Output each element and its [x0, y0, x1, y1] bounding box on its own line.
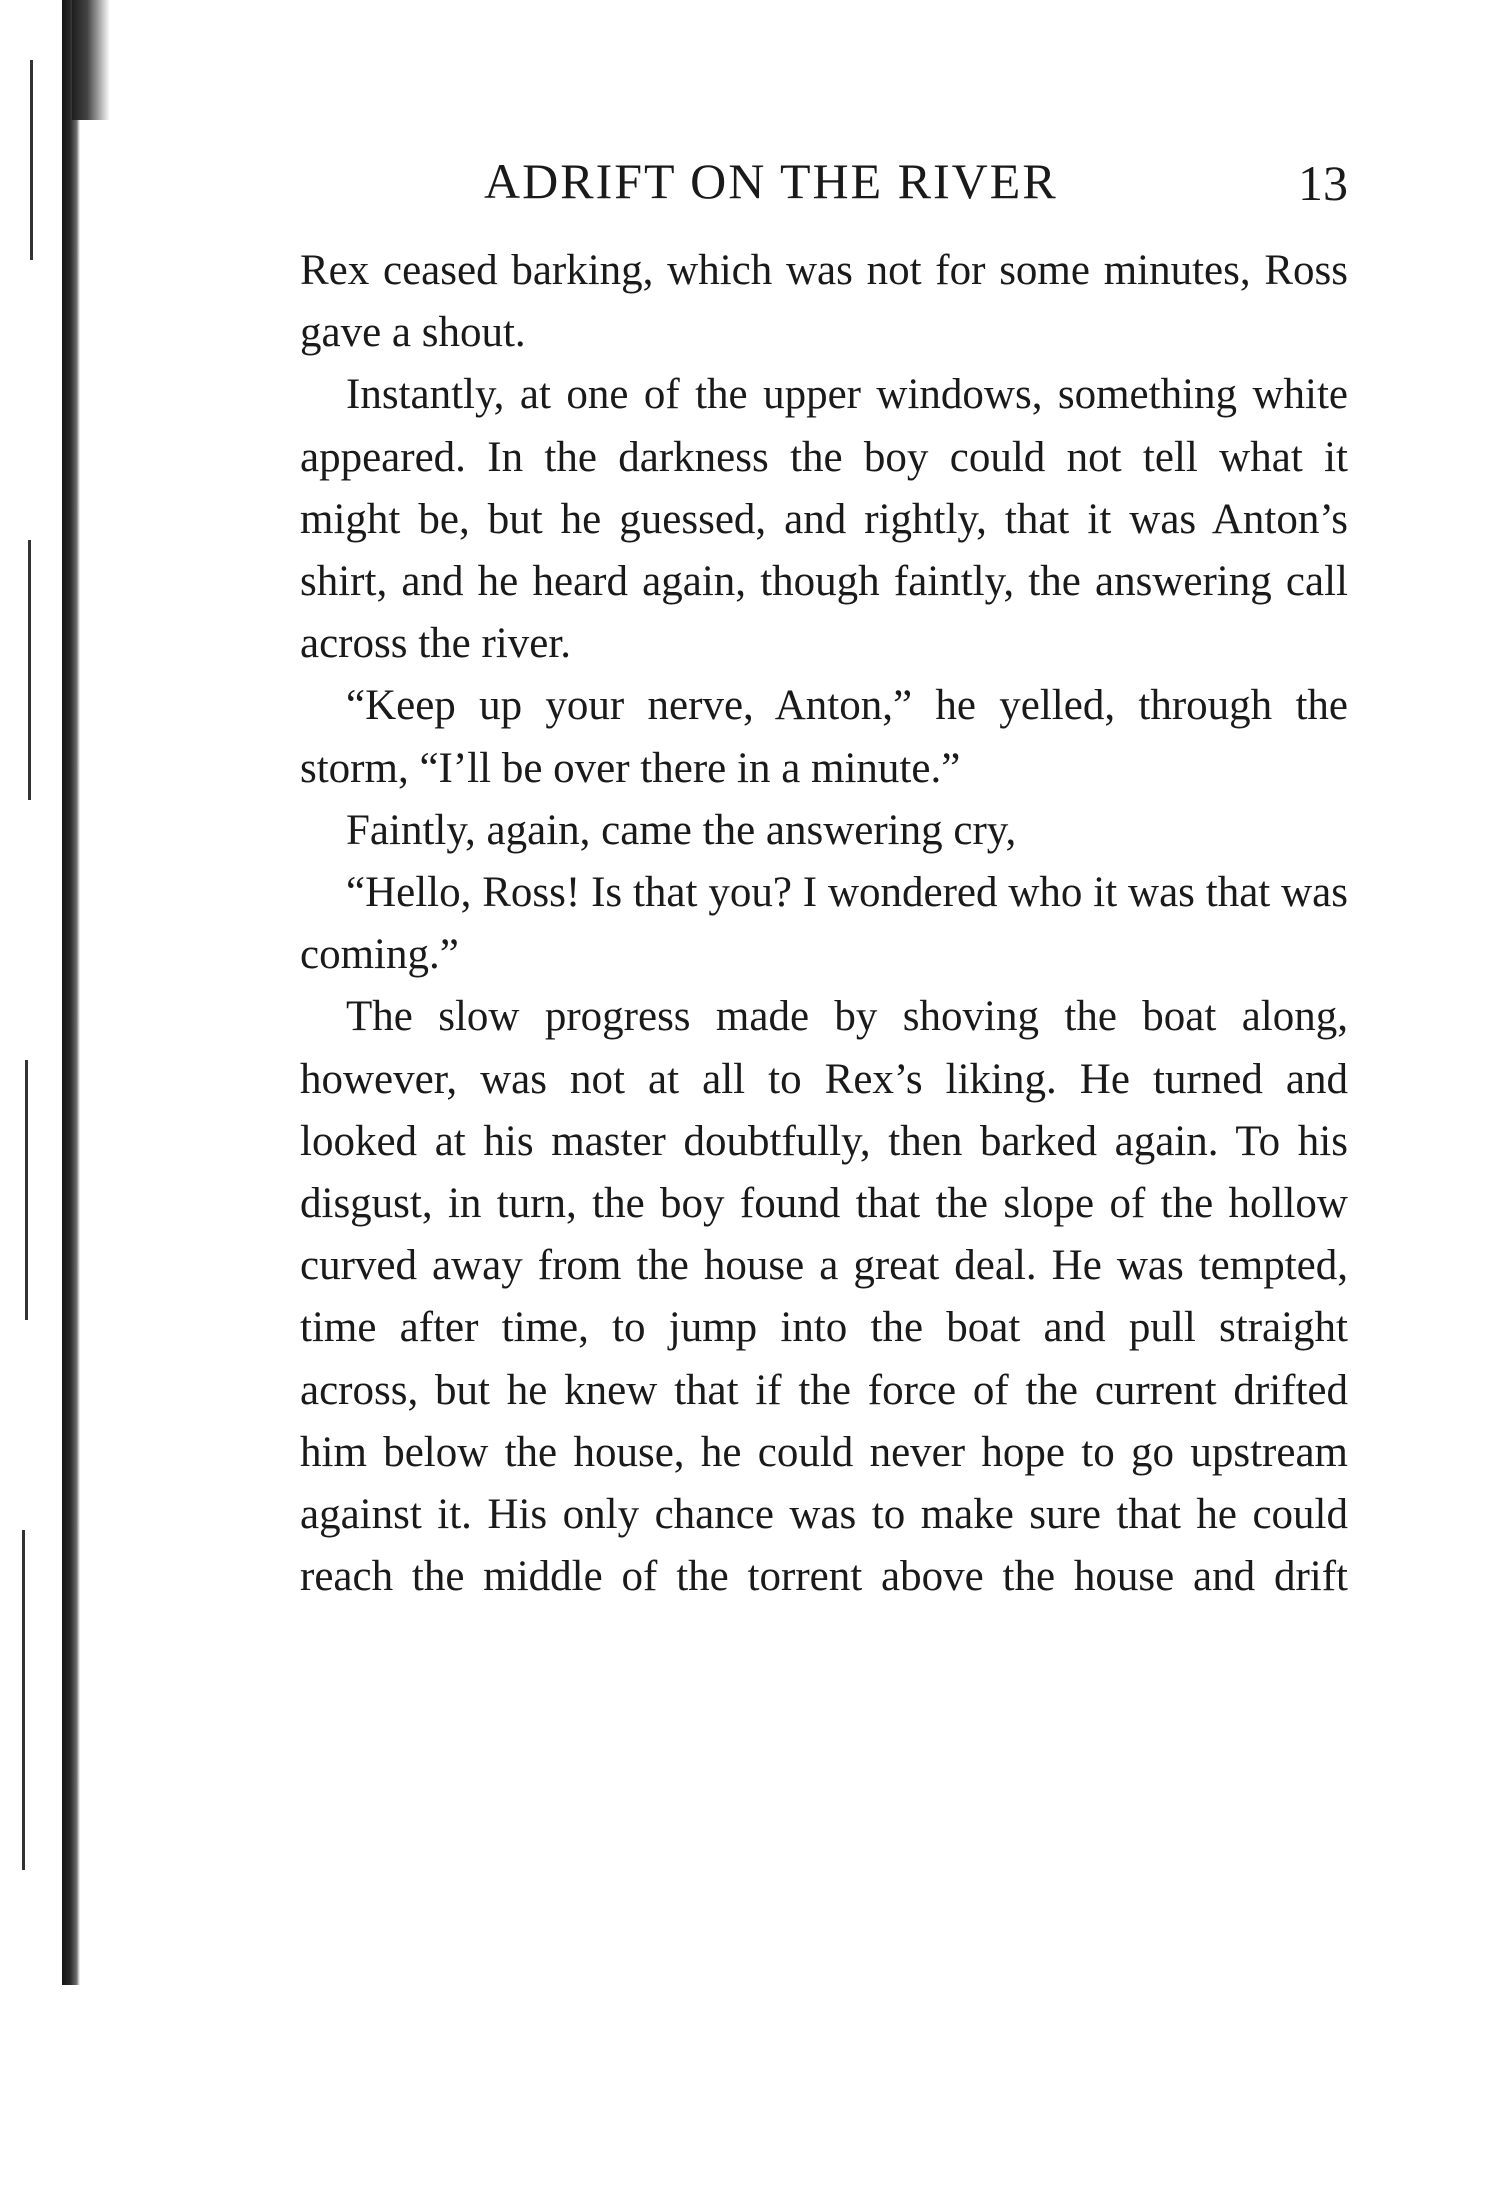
paragraph: Rex ceased barking, which was not for some minutes, Ross gave a shout.	[300, 247, 1348, 357]
paragraph: The slow progress made by shoving the boat along, however, was not at all to Rex’s liking. He turned and looked at his master doubtfully, then barked again. To his disgust, in turn, the boy found that the slope of the hollow curved away from the house a great deal. He was tempted, time after time, to jump into the boat and pull straight across, but he knew that if the force of the current drifted him below the house, he could never hope to go upstream against it. His only chance was to make sure that he could reach the middle of the torrent above the house and drift	[300, 993, 1348, 1601]
running-head: ADRIFT ON THE RIVER	[484, 153, 1058, 209]
paragraph: Instantly, at one of the upper windows, something white appeared. In the darkness the boy could not tell what it might be, but he guessed, and rightly, that it was Anton’s shirt, and he heard again, though faintly, the answering call across the river.	[300, 371, 1348, 668]
page-edge-line	[25, 1060, 28, 1320]
page-edge-line	[22, 1530, 25, 1870]
page-number: 13	[1298, 155, 1348, 211]
paragraph: “Hello, Ross! Is that you? I wondered who it was that was coming.”	[300, 869, 1348, 979]
page-edge-line	[28, 540, 31, 800]
gutter-shadow-top	[72, 0, 110, 120]
paragraph: “Keep up your nerve, Anton,” he yelled, through the storm, “I’ll be over there in a minute.”	[300, 682, 1348, 792]
body-text	[300, 240, 1348, 1608]
page-edge-line	[30, 60, 33, 260]
gutter-shadow	[62, 0, 80, 1985]
paragraph: Faintly, again, came the answering cry,	[346, 806, 1017, 854]
page-header	[300, 152, 1348, 222]
